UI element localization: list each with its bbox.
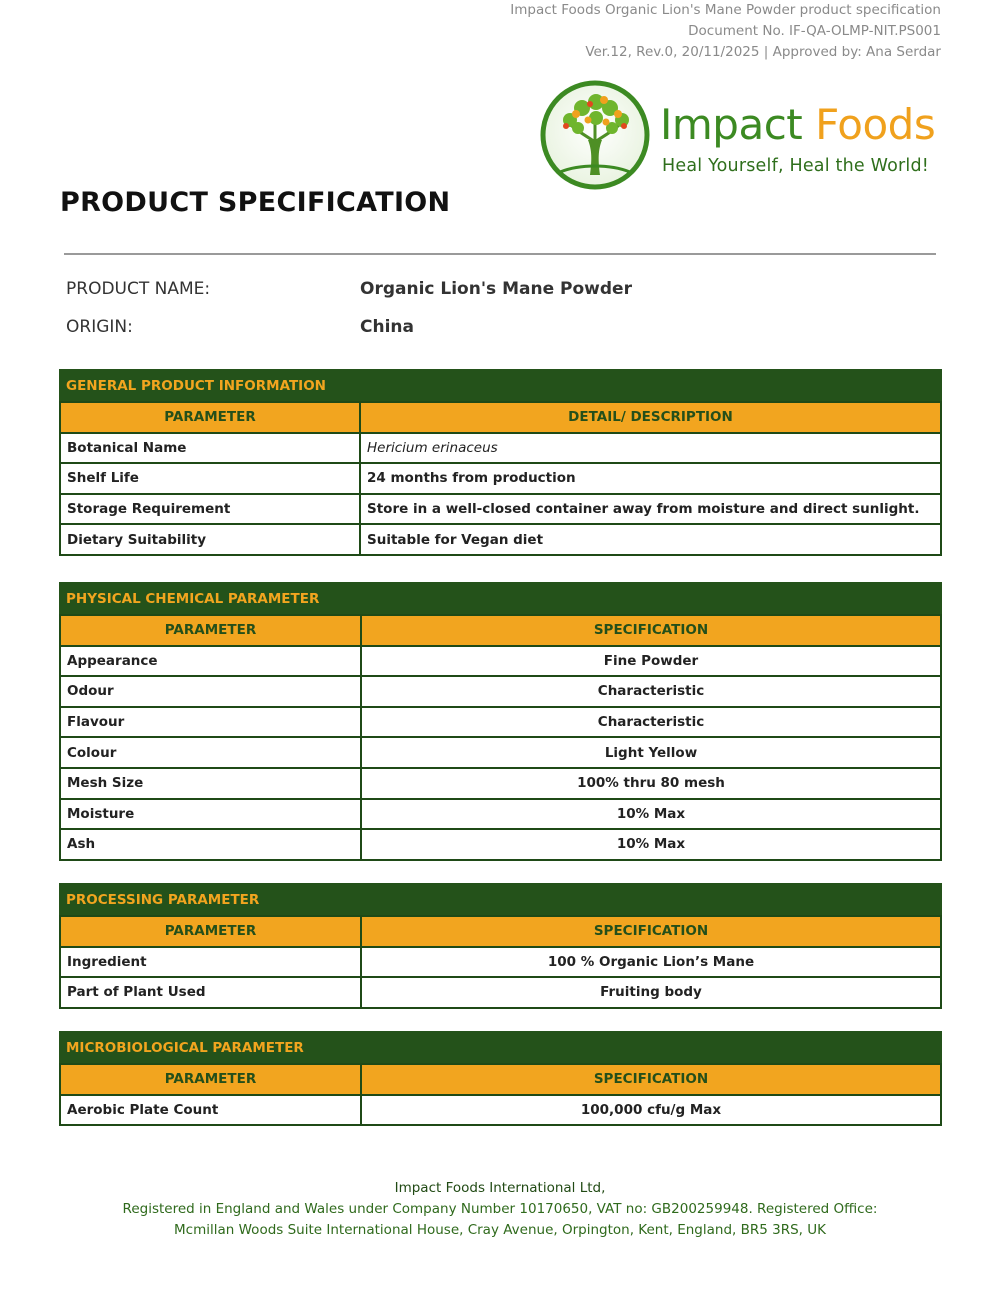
column-header: PARAMETER [60, 615, 361, 646]
column-header: SPECIFICATION [361, 615, 941, 646]
origin-value: China [360, 317, 414, 337]
table-row [60, 829, 941, 860]
brand-name-part1: Impact [660, 100, 803, 149]
brand-name [660, 100, 936, 149]
section-physical-chemical [59, 582, 942, 861]
spec-table [59, 915, 942, 1009]
column-header: PARAMETER [60, 402, 360, 433]
footer-company-name: Impact Foods International Ltd, [394, 1180, 606, 1196]
table-row [60, 737, 941, 768]
table-row [60, 977, 941, 1008]
table-row [60, 676, 941, 707]
product-name-value: Organic Lion's Mane Powder [360, 279, 632, 299]
company-logo [540, 80, 940, 192]
table-row [60, 646, 941, 677]
section-title: GENERAL PRODUCT INFORMATION [59, 369, 942, 401]
param-cell: Moisture [60, 799, 361, 830]
column-header: SPECIFICATION [361, 1064, 941, 1095]
value-cell: Hericium erinaceus [360, 433, 941, 464]
spec-table [59, 401, 942, 556]
table-row [60, 947, 941, 978]
param-cell: Flavour [60, 707, 361, 738]
footer [0, 1178, 1000, 1241]
table-header-row [60, 916, 941, 947]
value-cell: Characteristic [361, 676, 941, 707]
value-cell: 100,000 cfu/g Max [361, 1095, 941, 1126]
column-header: PARAMETER [60, 916, 361, 947]
value-cell: Store in a well-closed container away from moisture and direct sunlight. [360, 494, 941, 525]
value-cell: Suitable for Vegan diet [360, 524, 941, 555]
document-header-meta [510, 0, 941, 63]
brand-name-part2: Foods [815, 100, 936, 149]
param-cell: Shelf Life [60, 463, 360, 494]
value-cell: 10% Max [361, 799, 941, 830]
table-row [60, 463, 941, 494]
header-version: Ver.12, Rev.0, 20/11/2025 | Approved by: Ana Serdar [585, 44, 941, 60]
table-header-row [60, 402, 941, 433]
value-cell: 24 months from production [360, 463, 941, 494]
brand-tagline: Heal Yourself, Heal the World! [662, 156, 929, 176]
table-row [60, 433, 941, 464]
table-header-row [60, 1064, 941, 1095]
footer-address: Mcmillan Woods Suite International House, Cray Avenue, Orpington, Kent, England, BR5 3RS, UK [174, 1222, 826, 1238]
section-title: MICROBIOLOGICAL PARAMETER [59, 1031, 942, 1063]
section-title: PROCESSING PARAMETER [59, 883, 942, 915]
value-cell: 100 % Organic Lion’s Mane [361, 947, 941, 978]
value-cell: Characteristic [361, 707, 941, 738]
param-cell: Colour [60, 737, 361, 768]
column-header: SPECIFICATION [361, 916, 941, 947]
param-cell: Odour [60, 676, 361, 707]
table-row [60, 707, 941, 738]
param-cell: Aerobic Plate Count [60, 1095, 361, 1126]
table-row [60, 524, 941, 555]
table-row [60, 768, 941, 799]
param-cell: Storage Requirement [60, 494, 360, 525]
footer-registration: Registered in England and Wales under Company Number 10170650, VAT no: GB200259948. Registered Office: [122, 1201, 878, 1217]
value-cell: 10% Max [361, 829, 941, 860]
param-cell: Ingredient [60, 947, 361, 978]
param-cell: Appearance [60, 646, 361, 677]
product-name-label: PRODUCT NAME: [66, 279, 211, 299]
origin-label: ORIGIN: [66, 317, 133, 337]
table-row [60, 799, 941, 830]
section-general-info [59, 369, 942, 556]
tree-icon [540, 80, 650, 190]
param-cell: Mesh Size [60, 768, 361, 799]
page-title: PRODUCT SPECIFICATION [60, 187, 451, 218]
param-cell: Dietary Suitability [60, 524, 360, 555]
param-cell: Botanical Name [60, 433, 360, 464]
spec-table [59, 614, 942, 861]
section-title: PHYSICAL CHEMICAL PARAMETER [59, 582, 942, 614]
value-cell: Fine Powder [361, 646, 941, 677]
header-doc-title: Impact Foods Organic Lion's Mane Powder product specification [510, 2, 941, 18]
value-cell: Light Yellow [361, 737, 941, 768]
spec-table [59, 1063, 942, 1126]
section-processing [59, 883, 942, 1009]
param-cell: Part of Plant Used [60, 977, 361, 1008]
header-doc-number: Document No. IF-QA-OLMP-NIT.PS001 [688, 23, 941, 39]
param-cell: Ash [60, 829, 361, 860]
value-cell: 100% thru 80 mesh [361, 768, 941, 799]
column-header: DETAIL/ DESCRIPTION [360, 402, 941, 433]
table-row [60, 494, 941, 525]
value-cell: Fruiting body [361, 977, 941, 1008]
table-row [60, 1095, 941, 1126]
column-header: PARAMETER [60, 1064, 361, 1095]
table-header-row [60, 615, 941, 646]
section-microbiological [59, 1031, 942, 1126]
divider [64, 253, 936, 255]
